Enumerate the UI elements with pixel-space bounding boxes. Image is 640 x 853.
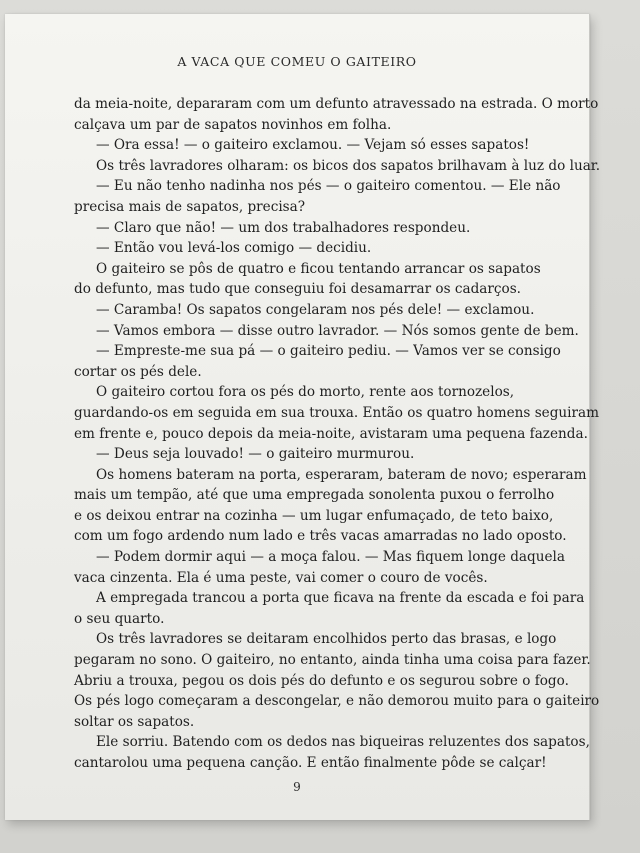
text-line: vaca cinzenta. Ela é uma peste, vai comer o couro de vocês. xyxy=(74,569,488,586)
text-line: — Empreste-me sua pá — o gaiteiro pediu. — Vamos ver se consigo xyxy=(96,343,561,360)
text-line: — Vamos embora — disse outro lavrador. — Nós somos gente de bem. xyxy=(96,322,579,339)
text-line: cantarolou uma pequena canção. E então finalmente pôde se calçar! xyxy=(74,755,547,771)
text-line: A empregada trancou a porta que ficava na frente da escada e foi para xyxy=(96,590,585,607)
text-line: o seu quarto. xyxy=(74,610,165,627)
text-line: Os homens bateram na porta, esperaram, bateram de novo; esperaram xyxy=(96,466,587,483)
text-line: calçava um par de sapatos novinhos em folha. xyxy=(74,116,392,133)
text-line: Ele sorriu. Batendo com os dedos nas biqueiras reluzentes dos sapatos, xyxy=(96,734,590,751)
text-line: Os pés logo começaram a descongelar, e não demorou muito para o gaiteiro xyxy=(74,693,600,710)
text-line: com um fogo ardendo num lado e três vacas amarradas no lado oposto. xyxy=(74,528,567,545)
text-line: cortar os pés dele. xyxy=(74,363,202,380)
text-line: Abriu a trouxa, pegou os dois pés do defunto e os segurou sobre o fogo. xyxy=(74,672,569,689)
text-line: — Então vou levá-los comigo — decidiu. xyxy=(96,240,372,257)
page-number: 9 xyxy=(293,780,301,794)
text-line: em frente e, pouco depois da meia-noite, avistaram uma pequena fazenda. xyxy=(74,425,588,442)
text-line: da meia-noite, depararam com um defunto atravessado na estrada. O morto xyxy=(74,96,599,112)
text-line: O gaiteiro se pôs de quatro e ficou tentando arrancar os sapatos xyxy=(96,260,541,277)
text-line: — Deus seja louvado! — o gaiteiro murmurou. xyxy=(96,446,415,463)
text-line: — Ora essa! — o gaiteiro exclamou. — Vejam só esses sapatos! xyxy=(96,137,530,154)
text-line: soltar os sapatos. xyxy=(74,713,195,730)
text-line: do defunto, mas tudo que conseguiu foi desamarrar os cadarços. xyxy=(74,281,522,298)
text-line: Os três lavradores olharam: os bicos dos sapatos brilhavam à luz do luar. xyxy=(96,157,601,174)
text-line: mais um tempão, até que uma empregada sonolenta puxou o ferrolho xyxy=(74,487,555,504)
body-text xyxy=(74,94,601,774)
running-header: A VACA QUE COMEU O GAITEIRO xyxy=(177,54,417,69)
text-line: Os três lavradores se deitaram encolhidos perto das brasas, e logo xyxy=(96,631,557,648)
text-line: precisa mais de sapatos, precisa? xyxy=(74,198,306,215)
text-line: — Podem dormir aqui — a moça falou. — Mas fiquem longe daquela xyxy=(96,549,565,566)
text-line: O gaiteiro cortou fora os pés do morto, rente aos tornozelos, xyxy=(96,384,515,401)
text-line: e os deixou entrar na cozinha — um lugar enfumaçado, de teto baixo, xyxy=(74,507,554,524)
text-line: pegaram no sono. O gaiteiro, no entanto, ainda tinha uma coisa para fazer. xyxy=(74,652,591,669)
text-line: — Caramba! Os sapatos congelaram nos pés dele! — exclamou. xyxy=(96,301,535,318)
book-page xyxy=(5,14,601,820)
text-line: — Eu não tenho nadinha nos pés — o gaiteiro comentou. — Ele não xyxy=(96,178,561,195)
text-line: — Claro que não! — um dos trabalhadores respondeu. xyxy=(96,219,471,236)
text-line: guardando-os em seguida em sua trouxa. Então os quatro homens seguiram xyxy=(74,404,600,421)
